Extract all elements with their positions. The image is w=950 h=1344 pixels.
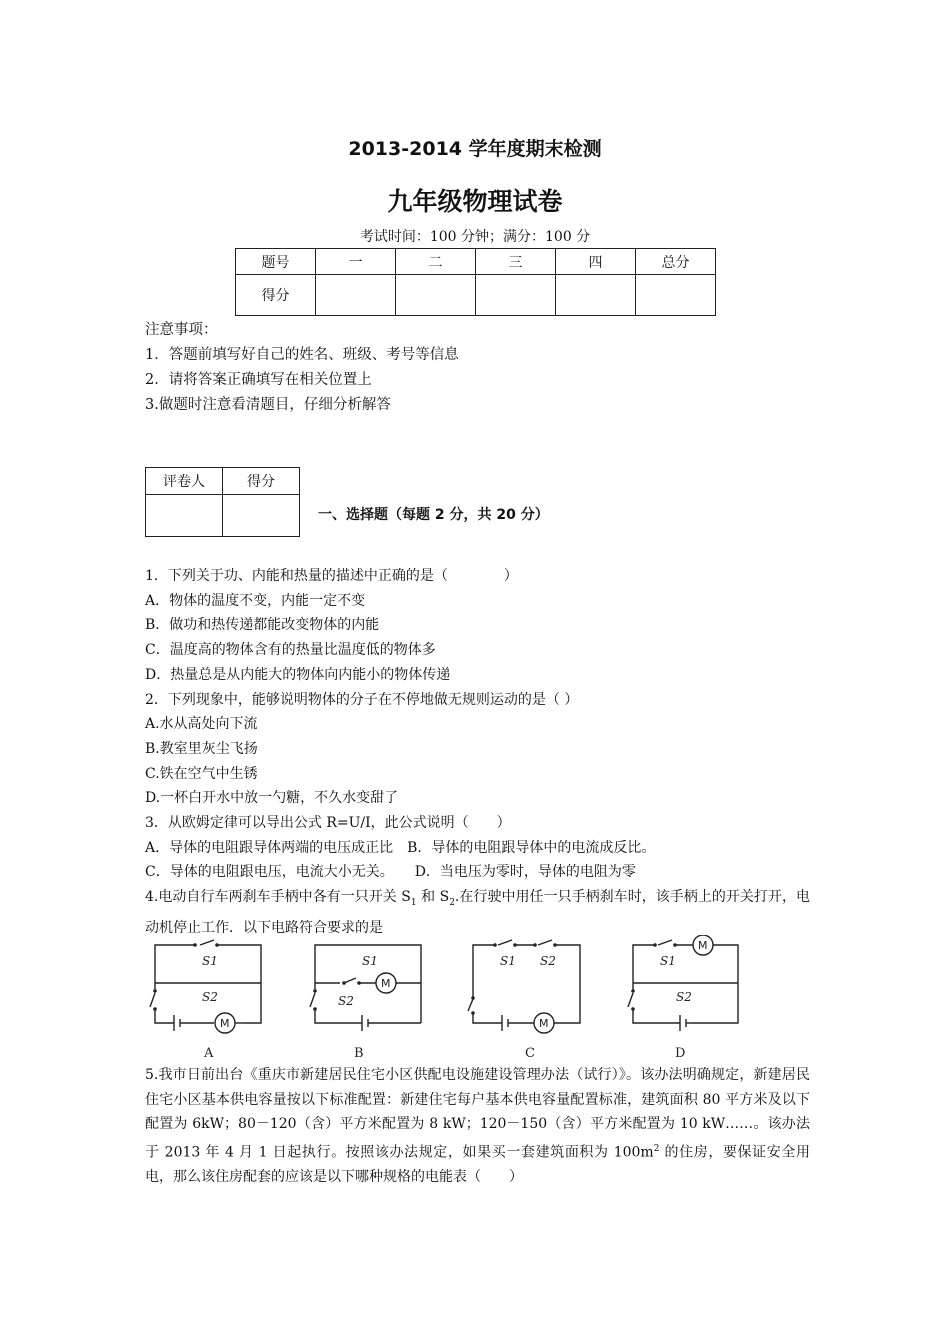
notes-heading: 注意事项：	[145, 322, 218, 338]
score-header-cell: 题号	[236, 249, 316, 275]
score-header-cell: 一	[316, 249, 396, 275]
grader-header-cell: 得分	[223, 468, 300, 495]
switch-s2-label: S2	[338, 994, 354, 1008]
question-option: B．做功和热传递都能改变物体的内能	[145, 617, 380, 634]
score-empty-cell[interactable]	[316, 275, 396, 316]
question-option: A．导体的电阻跟导体两端的电压成正比 B．导体的电阻跟导体中的电流成反比。	[145, 839, 656, 856]
grader-empty-cell[interactable]	[223, 495, 300, 537]
question-option: C．温度高的物体含有的热量比温度低的物体多	[145, 642, 436, 659]
exam-period-title: 2013-2014 学年度期末检测	[348, 138, 602, 160]
q4-subscript: 1	[410, 897, 417, 908]
score-empty-cell[interactable]	[636, 275, 716, 316]
q5-text: 的住房，要保证安全用电，那么该住房配套的应该是以下哪种规格的电能表（ ）	[145, 1144, 811, 1186]
circuit-diagrams	[140, 935, 760, 1065]
question-stem	[145, 885, 810, 940]
question-option: C.铁在空气中生锈	[145, 765, 258, 782]
grader-table	[145, 467, 300, 537]
question-stem: 3．从欧姆定律可以导出公式 R=U/I，此公式说明（ ）	[145, 815, 511, 832]
switch-s2-label: S2	[202, 990, 218, 1004]
notes-item: 2．请将答案正确填写在相关位置上	[145, 372, 372, 388]
exam-subject-title: 九年级物理试卷	[387, 187, 563, 216]
motor-label: M	[381, 977, 391, 990]
switch-s1-label: S1	[362, 954, 378, 968]
question-option: D.一杯白开水中放一勺糖，不久水变甜了	[145, 790, 399, 807]
grader-empty-cell[interactable]	[146, 495, 223, 537]
q4-text: 4.电动自行车两刹车手柄中各有一只开关 S	[145, 889, 411, 906]
switch-s2-label: S2	[540, 954, 556, 968]
score-header-cell: 三	[476, 249, 556, 275]
circuit-label-b: B	[354, 1046, 364, 1061]
q5-superscript: 2	[653, 1144, 660, 1155]
q4-text: .在行驶中用任一只手柄刹车时，该手柄上的开关打开，电动机停止工作．以下电路符合要求的是	[145, 889, 810, 936]
question-option: B.教室里灰尘飞扬	[145, 740, 258, 757]
circuit-label-d: D	[675, 1046, 686, 1061]
score-empty-cell[interactable]	[476, 275, 556, 316]
score-header-cell: 总分	[636, 249, 716, 275]
score-header-cell: 四	[556, 249, 636, 275]
question-option: A.水从高处向下流	[145, 716, 258, 733]
q4-text: 和 S	[416, 889, 450, 906]
circuit-label-a: A	[204, 1046, 214, 1061]
grader-header-cell: 评卷人	[146, 468, 223, 495]
section-title: 一、选择题（每题 2 分，共 20 分）	[318, 507, 549, 523]
q5-text: 5.我市日前出台《重庆市新建居民住宅小区供配电设施建设管理办法（试行）》。该办法明确规定，新建居民住宅小区基本供电容量按以下标准配置：新建住宅每户基本供电容量配置标准，建筑面积 80 平方米及以下配置为 6kW；80－120（含）平方米配置为 8 kW；120－150（含）平方米配置为 10 kW……。该办法于 2013 年 4 月 1 日起执行。按照该办法规定，如果买一套建筑面积为 100m	[145, 1067, 810, 1161]
q4-subscript: 2	[449, 897, 455, 908]
score-empty-cell[interactable]	[556, 275, 636, 316]
switch-s1-label: S1	[202, 954, 218, 968]
score-table	[235, 248, 716, 316]
questions-block	[145, 564, 810, 940]
question-option: A．物体的温度不变，内能一定不变	[145, 592, 366, 609]
question-option: C．导体的电阻跟电压，电流大小无关。 D．当电压为零时，导体的电阻为零	[145, 864, 636, 881]
score-row-label: 得分	[236, 275, 316, 316]
switch-s1-label: S1	[660, 954, 676, 968]
circuit-label-c: C	[525, 1046, 535, 1061]
notes-item: 1．答题前填写好自己的姓名、班级、考号等信息	[145, 347, 459, 363]
notes-item: 3.做题时注意看清题目，仔细分析解答	[145, 397, 391, 413]
exam-info: 考试时间：100 分钟；满分：100 分	[359, 229, 591, 245]
motor-label: M	[539, 1017, 549, 1030]
question-stem: 1．下列关于功、内能和热量的描述中正确的是（ ）	[145, 568, 518, 584]
circuit-d	[628, 935, 738, 1061]
circuit-c	[468, 940, 580, 1061]
question-5	[145, 1063, 810, 1190]
circuit-b	[310, 945, 421, 1061]
score-header-cell: 二	[396, 249, 476, 275]
notes-block	[145, 318, 459, 418]
switch-s1-label: S1	[500, 954, 516, 968]
motor-label: M	[220, 1017, 230, 1030]
switch-s2-label: S2	[676, 990, 692, 1004]
motor-label: M	[698, 939, 708, 952]
question-stem: 2．下列现象中，能够说明物体的分子在不停地做无规则运动的是（ ）	[145, 691, 579, 708]
circuit-a	[150, 940, 261, 1061]
question-option: D．热量总是从内能大的物体向内能小的物体传递	[145, 666, 451, 683]
score-empty-cell[interactable]	[396, 275, 476, 316]
